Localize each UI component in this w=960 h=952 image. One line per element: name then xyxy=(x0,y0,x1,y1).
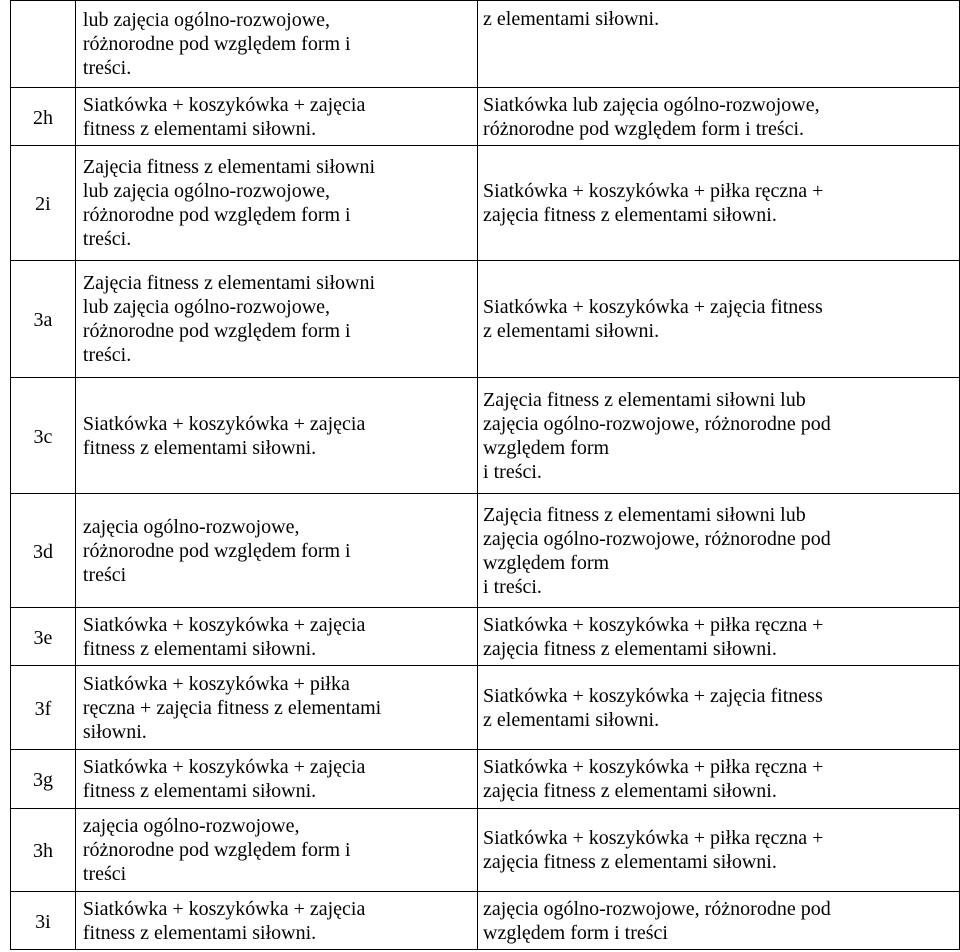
class-code-cell: 3a xyxy=(11,261,76,378)
table-row xyxy=(11,88,960,146)
activity-option-cell: lub zajęcia ogólno-rozwojowe, różnorodne pod względem form i treści. xyxy=(75,1,477,88)
class-code-cell: 3c xyxy=(11,378,76,494)
activity-option-cell: zajęcia ogólno-rozwojowe, różnorodne pod względem form i treści xyxy=(478,892,960,950)
activity-option-cell: Siatkówka + koszykówka + zajęcia fitness z elementami siłowni. xyxy=(75,378,477,494)
activity-option-cell: Zajęcia fitness z elementami siłowni lub zajęcia ogólno-rozwojowe, różnorodne pod względem form i treści. xyxy=(75,146,477,261)
activity-option-cell: Zajęcia fitness z elementami siłowni lub zajęcia ogólno-rozwojowe, różnorodne pod względem form i treści. xyxy=(478,378,960,494)
table-row xyxy=(11,146,960,261)
activity-option-cell: Siatkówka + koszykówka + piłka ręczna + zajęcia fitness z elementami siłowni. xyxy=(478,809,960,892)
activity-option-cell: Zajęcia fitness z elementami siłowni lub zajęcia ogólno-rozwojowe, różnorodne pod względem form i treści. xyxy=(75,261,477,378)
activity-option-cell: Siatkówka + koszykówka + zajęcia fitness z elementami siłowni. xyxy=(75,892,477,950)
activity-option-cell: Siatkówka + koszykówka + zajęcia fitness z elementami siłowni. xyxy=(75,88,477,146)
activity-option-cell: zajęcia ogólno-rozwojowe, różnorodne pod względem form i treści xyxy=(75,494,477,608)
table-row xyxy=(11,1,960,88)
table-row xyxy=(11,809,960,892)
activity-option-cell: Siatkówka + koszykówka + zajęcia fitness z elementami siłowni. xyxy=(478,666,960,750)
activity-option-cell: Siatkówka lub zajęcia ogólno-rozwojowe, różnorodne pod względem form i treści. xyxy=(478,88,960,146)
table-row xyxy=(11,750,960,809)
class-code-cell: 3h xyxy=(11,809,76,892)
schedule-table xyxy=(10,0,960,950)
class-code-cell: 3d xyxy=(11,494,76,608)
class-code-cell: 3f xyxy=(11,666,76,750)
activity-option-cell: Siatkówka + koszykówka + zajęcia fitness z elementami siłowni. xyxy=(478,261,960,378)
table-row xyxy=(11,892,960,950)
table-row xyxy=(11,261,960,378)
activity-option-cell: z elementami siłowni. xyxy=(478,1,960,88)
table-row xyxy=(11,666,960,750)
table-row xyxy=(11,494,960,608)
class-code-cell: 3e xyxy=(11,608,76,666)
table-row xyxy=(11,378,960,494)
activity-option-cell: Siatkówka + koszykówka + piłka ręczna + zajęcia fitness z elementami siłowni. xyxy=(75,666,477,750)
class-code-cell xyxy=(11,1,76,88)
activity-option-cell: Zajęcia fitness z elementami siłowni lub zajęcia ogólno-rozwojowe, różnorodne pod względem form i treści. xyxy=(478,494,960,608)
class-code-cell: 3g xyxy=(11,750,76,809)
activity-option-cell: Siatkówka + koszykówka + piłka ręczna + zajęcia fitness z elementami siłowni. xyxy=(478,146,960,261)
activity-option-cell: Siatkówka + koszykówka + piłka ręczna + zajęcia fitness z elementami siłowni. xyxy=(478,750,960,809)
activity-option-cell: Siatkówka + koszykówka + zajęcia fitness z elementami siłowni. xyxy=(75,608,477,666)
table-row xyxy=(11,608,960,666)
activity-option-cell: zajęcia ogólno-rozwojowe, różnorodne pod względem form i treści xyxy=(75,809,477,892)
activity-option-cell: Siatkówka + koszykówka + piłka ręczna + zajęcia fitness z elementami siłowni. xyxy=(478,608,960,666)
class-code-cell: 3i xyxy=(11,892,76,950)
activity-option-cell: Siatkówka + koszykówka + zajęcia fitness z elementami siłowni. xyxy=(75,750,477,809)
class-code-cell: 2h xyxy=(11,88,76,146)
class-code-cell: 2i xyxy=(11,146,76,261)
